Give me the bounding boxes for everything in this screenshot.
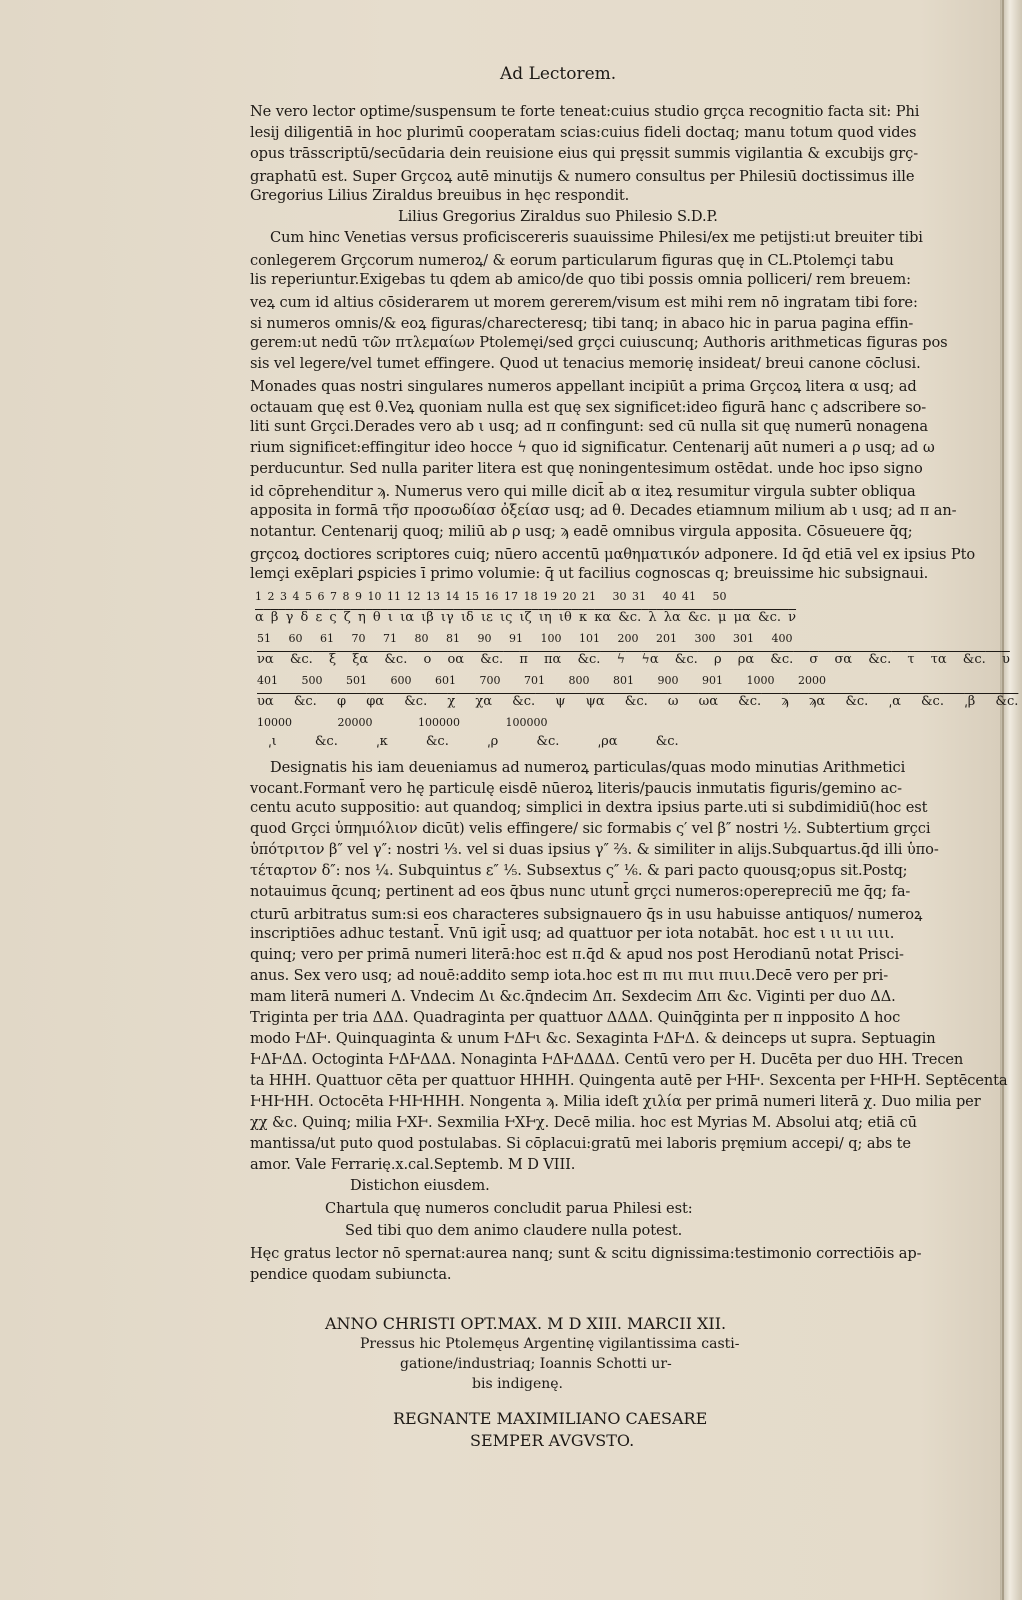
greek-cell: να &c. bbox=[257, 652, 313, 667]
greek-cell: ιη bbox=[538, 610, 552, 625]
greek-cell: υ bbox=[1001, 652, 1010, 667]
numeral-cell: 60 bbox=[288, 632, 303, 645]
numeral-cell: 9 bbox=[355, 590, 362, 603]
numeral-cell: 12 bbox=[406, 590, 421, 603]
greek-cell: χ bbox=[447, 694, 456, 709]
numeral-row-arabic bbox=[257, 674, 826, 687]
greek-cell: ͵ι &c. bbox=[268, 734, 338, 749]
salutation: Lilius Gregorius Ziraldus suo Philesio S.D.P. bbox=[398, 208, 718, 225]
numeral-cell: 10 bbox=[367, 590, 382, 603]
text-line: perducuntur. Sed nulla pariter litera est quę noningentesimum ostēdat. unde hoc ipso signo bbox=[250, 460, 923, 477]
greek-cell: ιγ bbox=[440, 610, 454, 625]
numeral-cell: 8 bbox=[342, 590, 350, 603]
numeral-cell: 70 bbox=[351, 632, 366, 645]
closing-line: pendice quodam subiuncta. bbox=[250, 1266, 452, 1283]
numeral-cell: 2 bbox=[267, 590, 275, 603]
numeral-cell: 1000 bbox=[746, 674, 775, 687]
text-line: quinq; vero per primā numeri literā:hoc est π.q̄d & apud nos post Herodianū notat Prisci- bbox=[250, 946, 904, 963]
text-line: opus trāsscriptū/secūdaria dein reuisione eius qui pręssit summis vigilantia & excubijs grç- bbox=[250, 145, 919, 162]
regnal-line: SEMPER AVGVSTO. bbox=[470, 1431, 635, 1450]
greek-cell: ο bbox=[423, 652, 432, 667]
numeral-cell: 6 bbox=[317, 590, 325, 603]
text-line: grçcoꝝ doctiores scriptores cuiq; nūero accentū μαθηματικόν adponere. Id q̄d etiā vel ex ipsius Pto bbox=[250, 546, 976, 563]
greek-cell: τα &c. bbox=[930, 652, 986, 667]
numeral-cell: 2000 bbox=[798, 674, 826, 687]
numeral-row-arabic bbox=[257, 716, 548, 729]
numeral-cell: 4 bbox=[292, 590, 300, 603]
greek-cell: ξα &c. bbox=[352, 652, 408, 667]
numeral-cell: 15 bbox=[465, 590, 479, 603]
text-line: cturū arbitratus sum:si eos characteres subsignauero q̄s in usu habuisse antiquos/ numeroꝝ bbox=[250, 906, 923, 923]
distich-heading: Distichon eiusdem. bbox=[350, 1177, 490, 1194]
greek-cell: γ bbox=[285, 610, 294, 625]
numeral-cell: 31 bbox=[632, 590, 646, 603]
text-line: gerem:ut nedū τῶν πτλεμαίων Ptolemęi/sed grçci cuiuscunq; Authoris arithmeticas figuras pos bbox=[250, 334, 948, 351]
text-line: modo ͰΔͰ. Quinquaginta & unum ͰΔͰι &c. Sexaginta ͰΔͰΔ. & deinceps ut supra. Septuagin bbox=[250, 1030, 936, 1047]
text-line: si numeros omnis/& eoꝝ figuras/charecteresq; tibi tanq; in abaco hic in parua pagina effin- bbox=[250, 315, 914, 332]
text-line: rium significet:effingitur ideo hocce ϟ quo id significatur. Centenarij aūt numeri a ρ usq; ad ω bbox=[250, 439, 935, 456]
numeral-row-greek bbox=[257, 652, 1010, 667]
greek-cell: ψα &c. bbox=[585, 694, 648, 709]
text-line: octauam quę est θ.Veꝝ quoniam nulla est quę sex significet:ideo figurā hanc ς adscribere so- bbox=[250, 399, 927, 416]
greek-cell: ͵ρα &c. bbox=[597, 734, 679, 749]
numeral-cell: 19 bbox=[543, 590, 557, 603]
numeral-cell: 1 bbox=[255, 590, 262, 603]
numeral-cell: 81 bbox=[446, 632, 460, 645]
text-line: χχ &c. Quinq; milia ͰΧͰ. Sexmilia ͰΧͰχ. Decē milia. hoc est Myrias Μ. Absolui atq; etiā cū bbox=[250, 1114, 917, 1131]
numeral-cell: 600 bbox=[390, 674, 412, 687]
numeral-cell: 3 bbox=[280, 590, 287, 603]
greek-cell: ζ bbox=[343, 610, 351, 625]
text-line: Designatis his iam deueniamus ad numeroꝝ particulas/quas modo minutias Arithmetici bbox=[270, 759, 906, 776]
text-line: notantur. Centenarij quoq; miliū ab ρ usq; ϡ eadē omnibus virgula apposita. Cōsueuere q̄q; bbox=[250, 523, 913, 540]
greek-cell: ͵κ &c. bbox=[375, 734, 449, 749]
numeral-cell: 80 bbox=[414, 632, 429, 645]
greek-cell: ωα &c. bbox=[698, 694, 762, 709]
greek-cell: ϡα &c. bbox=[808, 694, 869, 709]
numeral-cell: 301 bbox=[733, 632, 754, 645]
numeral-cell: 100 bbox=[540, 632, 562, 645]
numeral-cell: 61 bbox=[320, 632, 334, 645]
greek-cell: ια bbox=[400, 610, 415, 625]
text-line: liti sunt Grçci.Derades vero ab ι usq; ad π confingunt: sed cū nulla sit quę numerū nonagena bbox=[250, 418, 929, 435]
greek-cell: θ bbox=[372, 610, 381, 625]
greek-cell: τ bbox=[907, 652, 915, 667]
numeral-cell: 50 bbox=[712, 590, 727, 603]
numeral-cell: 16 bbox=[484, 590, 499, 603]
numeral-cell: 200 bbox=[617, 632, 639, 645]
greek-cell: φ bbox=[336, 694, 347, 709]
numeral-cell: 101 bbox=[579, 632, 600, 645]
greek-cell: οα &c. bbox=[447, 652, 504, 667]
numeral-row-arabic bbox=[257, 632, 793, 645]
text-line: lis reperiuntur.Exigebas tu qdem ab amico/de quo tibi possis omnia polliceri/ rem breuem: bbox=[250, 271, 911, 288]
numeral-cell: 30 bbox=[612, 590, 627, 603]
numeral-cell: 5 bbox=[305, 590, 312, 603]
greek-cell: δ bbox=[300, 610, 309, 625]
gutter-line bbox=[1002, 0, 1004, 1600]
greek-cell: η bbox=[357, 610, 366, 625]
numeral-cell: 501 bbox=[346, 674, 367, 687]
numeral-cell: 700 bbox=[479, 674, 501, 687]
text-line: ͰΗͰΗΗ. Octocēta ͰΗͰΗΗΗ. Nongenta ϡ. Milia ideſt χιλία per primā numeri literā χ. Duo milia per bbox=[250, 1093, 981, 1110]
numeral-row-greek bbox=[268, 734, 679, 749]
numeral-cell: 7 bbox=[330, 590, 337, 603]
distich-line: Sed tibi quo dem animo claudere nulla potest. bbox=[345, 1222, 683, 1239]
greek-cell: ιθ bbox=[558, 610, 572, 625]
colophon-line: Pressus hic Ptolemęus Argentinę vigilantissima casti- bbox=[360, 1336, 740, 1352]
numeral-row-greek bbox=[257, 694, 1018, 709]
numeral-cell: 90 bbox=[477, 632, 492, 645]
greek-cell: μα &c. bbox=[733, 610, 781, 625]
text-line: Cum hinc Venetias versus proficiscereris suauissime Philesi/ex me petijsti:ut breuiter tibi bbox=[270, 229, 923, 246]
greek-cell: μ bbox=[718, 610, 727, 625]
greek-cell: ω bbox=[667, 694, 679, 709]
greek-cell: ͵ρ &c. bbox=[487, 734, 560, 749]
greek-cell: ιβ bbox=[421, 610, 434, 625]
text-line: vocant.Formant̄ vero hę particulę eisdē nūeroꝝ literis/paucis inmutatis figuris/gemino ac- bbox=[250, 780, 902, 797]
numeral-cell: 400 bbox=[771, 632, 793, 645]
numeral-row-greek bbox=[255, 610, 796, 625]
numeral-cell: 71 bbox=[383, 632, 397, 645]
numeral-cell: 13 bbox=[426, 590, 440, 603]
text-line: veꝝ cum id altius cōsiderarem ut morem gererem/visum est mihi rem nō ingratam tibi fore: bbox=[250, 294, 918, 311]
text-line: centu acuto suppositio: aut quandoq; simplici in dextra ipsius parte.uti si subdimidiū(hoc est bbox=[250, 799, 928, 816]
greek-cell: ε bbox=[315, 610, 323, 625]
text-line: Ne vero lector optime/suspensum te forte teneat:cuius studio grçca recognitio facta sit: Phi bbox=[250, 103, 920, 120]
text-line: inscriptiōes adhuc testant̄. Vnū igit̄ usq; ad quattuor per iota notabāt. hoc est ι ιι ιιι ιιιι. bbox=[250, 925, 895, 942]
text-line: ὑπότριτον β″ vel γ″: nostri ⅓. vel si duas ipsius γ″ ⅔. & similiter in alijs.Subquartus.q̄d illi ὑπο- bbox=[250, 841, 939, 858]
numeral-cell: 51 bbox=[257, 632, 271, 645]
text-line: lemçi exēplari ꝑspicies ī primo volumie: q̄ ut facilius cognoscas q; breuissime hic subsignaui. bbox=[250, 565, 929, 582]
greek-cell: σα &c. bbox=[834, 652, 892, 667]
greek-cell: ιδ bbox=[460, 610, 474, 625]
text-line: conlegerem Grçcorum numeroꝝ/ & eorum particularum figuras quę in CL.Ptolemçi tabu bbox=[250, 252, 894, 269]
text-line: Monades quas nostri singulares numeros appellant incipiūt a prima Grçcoꝝ litera α usq; ad bbox=[250, 378, 917, 395]
greek-cell: ις bbox=[500, 610, 513, 625]
greek-cell: ι bbox=[387, 610, 393, 625]
greek-cell: ψ bbox=[555, 694, 566, 709]
text-line: apposita in formā τῆσ προσωδίασ ὀξείασ usq; ad θ. Decades etiamnum milium ab ι usq; ad π an- bbox=[250, 502, 957, 519]
greek-cell: λ bbox=[648, 610, 657, 625]
text-line: graphatū est. Super Grçcoꝝ autē minutijs & numero consultus per Philesiū doctissimus ille bbox=[250, 168, 915, 185]
colophon-date: ANNO CHRISTI OPT.MAX. M D XIII. MARCII XII. bbox=[325, 1314, 727, 1333]
greek-cell: ϡ bbox=[781, 694, 789, 709]
greek-cell: σ bbox=[809, 652, 819, 667]
numeral-row-arabic bbox=[255, 590, 727, 603]
numeral-cell: 41 bbox=[682, 590, 696, 603]
colophon-line: gatione/industriaq; Ioannis Schotti ur- bbox=[400, 1356, 672, 1372]
numeral-cell: 18 bbox=[523, 590, 538, 603]
greek-cell: ͵α &c. bbox=[888, 694, 944, 709]
numeral-cell: 20000 bbox=[337, 716, 373, 729]
numeral-cell: 11 bbox=[387, 590, 401, 603]
greek-cell: ν bbox=[788, 610, 797, 625]
numeral-cell: 201 bbox=[656, 632, 677, 645]
greek-cell: ιζ bbox=[519, 610, 532, 625]
text-line: amor. Vale Ferrarię.x.cal.Septemb. M D VIII. bbox=[250, 1156, 576, 1173]
numeral-cell: 100000 bbox=[418, 716, 460, 729]
greek-cell: ς bbox=[329, 610, 337, 625]
numeral-cell: 14 bbox=[445, 590, 460, 603]
numeral-cell: 300 bbox=[694, 632, 716, 645]
numeral-cell: 40 bbox=[662, 590, 677, 603]
text-line: quod Grçci ὑπημιόλιον dicūt) velis effingere/ sic formabis ς′ vel β″ nostri ½. Subtertium grçci bbox=[250, 820, 931, 837]
text-line: mantissa/ut puto quod postulabas. Si cōplacui:gratū mei laboris pręmium accepi/ q; abs te bbox=[250, 1135, 911, 1152]
greek-cell: φα &c. bbox=[366, 694, 428, 709]
greek-cell: πα &c. bbox=[544, 652, 601, 667]
text-line: Triginta per tria ΔΔΔ. Quadraginta per quattuor ΔΔΔΔ. Quinq̄ginta per π inpposito Δ hoc bbox=[250, 1009, 901, 1026]
numeral-cell: 91 bbox=[509, 632, 523, 645]
numeral-cell: 401 bbox=[257, 674, 278, 687]
closing-line: Hęc gratus lector nō spernat:aurea nanq; sunt & scitu dignissima:testimonio correctiōis ap- bbox=[250, 1245, 922, 1262]
numeral-cell: 21 bbox=[582, 590, 596, 603]
text-line: τέταρτον δ″: nos ¼. Subquintus ε″ ⅕. Subsextus ς″ ⅙. & pari pacto quousq;opus sit.Postq; bbox=[250, 862, 908, 879]
numeral-cell: 10000 bbox=[257, 716, 292, 729]
greek-cell: ρα &c. bbox=[737, 652, 794, 667]
text-line: mam literā numeri Δ. Vndecim Δι &c.q̄ndecim Δπ. Sexdecim Δπι &c. Viginti per duo ΔΔ. bbox=[250, 988, 896, 1005]
numeral-cell: 800 bbox=[568, 674, 590, 687]
text-line: ta ΗΗΗ. Quattuor cēta per quattuor ΗΗΗΗ. Quingenta autē per ͰΗͰ. Sexcenta per ͰΗͰΗ. Septēcenta bbox=[250, 1072, 1008, 1089]
distich-line: Chartula quę numeros concludit parua Philesi est: bbox=[325, 1200, 693, 1217]
colophon-line: bis indigenę. bbox=[472, 1376, 564, 1392]
numeral-cell: 801 bbox=[613, 674, 634, 687]
numeral-cell: 900 bbox=[657, 674, 679, 687]
greek-cell: β bbox=[270, 610, 279, 625]
greek-cell: ϟα &c. bbox=[641, 652, 698, 667]
greek-cell: ͵β &c. bbox=[964, 694, 1019, 709]
text-line: lesij diligentiā in hoc plurimū cooperatam scias:cuius fideli doctaq; manu totum quod vides bbox=[250, 124, 917, 141]
greek-cell: ξ bbox=[328, 652, 337, 667]
greek-cell: λα &c. bbox=[663, 610, 711, 625]
greek-cell: κα &c. bbox=[594, 610, 642, 625]
greek-cell: ιε bbox=[481, 610, 493, 625]
numeral-cell: 500 bbox=[301, 674, 323, 687]
regnal-line: REGNANTE MAXIMILIANO CAESARE bbox=[393, 1409, 708, 1428]
greek-cell: ϟ bbox=[616, 652, 626, 667]
numeral-cell: 100000 bbox=[505, 716, 548, 729]
greek-cell: ρ bbox=[713, 652, 722, 667]
numeral-cell: 20 bbox=[562, 590, 577, 603]
text-line: Gregorius Lilius Ziraldus breuibus in hęc respondit. bbox=[250, 187, 630, 204]
greek-cell: χα &c. bbox=[475, 694, 536, 709]
greek-cell: υα &c. bbox=[257, 694, 317, 709]
greek-cell: π bbox=[519, 652, 528, 667]
numeral-cell: 901 bbox=[702, 674, 723, 687]
greek-cell: α bbox=[255, 610, 264, 625]
text-line: notauimus q̄cunq; pertinent ad eos q̄bus nunc utunt̄ grçci numeros:operepreciū me q̄q; fa- bbox=[250, 883, 911, 900]
greek-cell: κ bbox=[578, 610, 588, 625]
numeral-cell: 701 bbox=[524, 674, 545, 687]
text-line: anus. Sex vero usq; ad nouē:addito semp iota.hoc est πι πιι πιιι πιιιι.Decē vero per pri- bbox=[250, 967, 889, 984]
numeral-cell: 17 bbox=[504, 590, 518, 603]
text-line: sis vel legere/vel tumet effingere. Quod ut tenacius memorię insideat/ breui canone cōclusi. bbox=[250, 355, 921, 372]
text-line: id cōprehenditur ϡ. Numerus vero qui mille dicit̄ ab α iteꝝ resumitur virgula subter obliqua bbox=[250, 483, 916, 500]
numeral-cell: 601 bbox=[435, 674, 456, 687]
text-line: ͰΔͰΔΔ. Octoginta ͰΔͰΔΔΔ. Nonaginta ͰΔͰΔΔΔΔ. Centū vero per Η. Ducēta per duo ΗΗ. Trecen bbox=[250, 1051, 964, 1068]
page-title: Ad Lectorem. bbox=[500, 64, 617, 84]
